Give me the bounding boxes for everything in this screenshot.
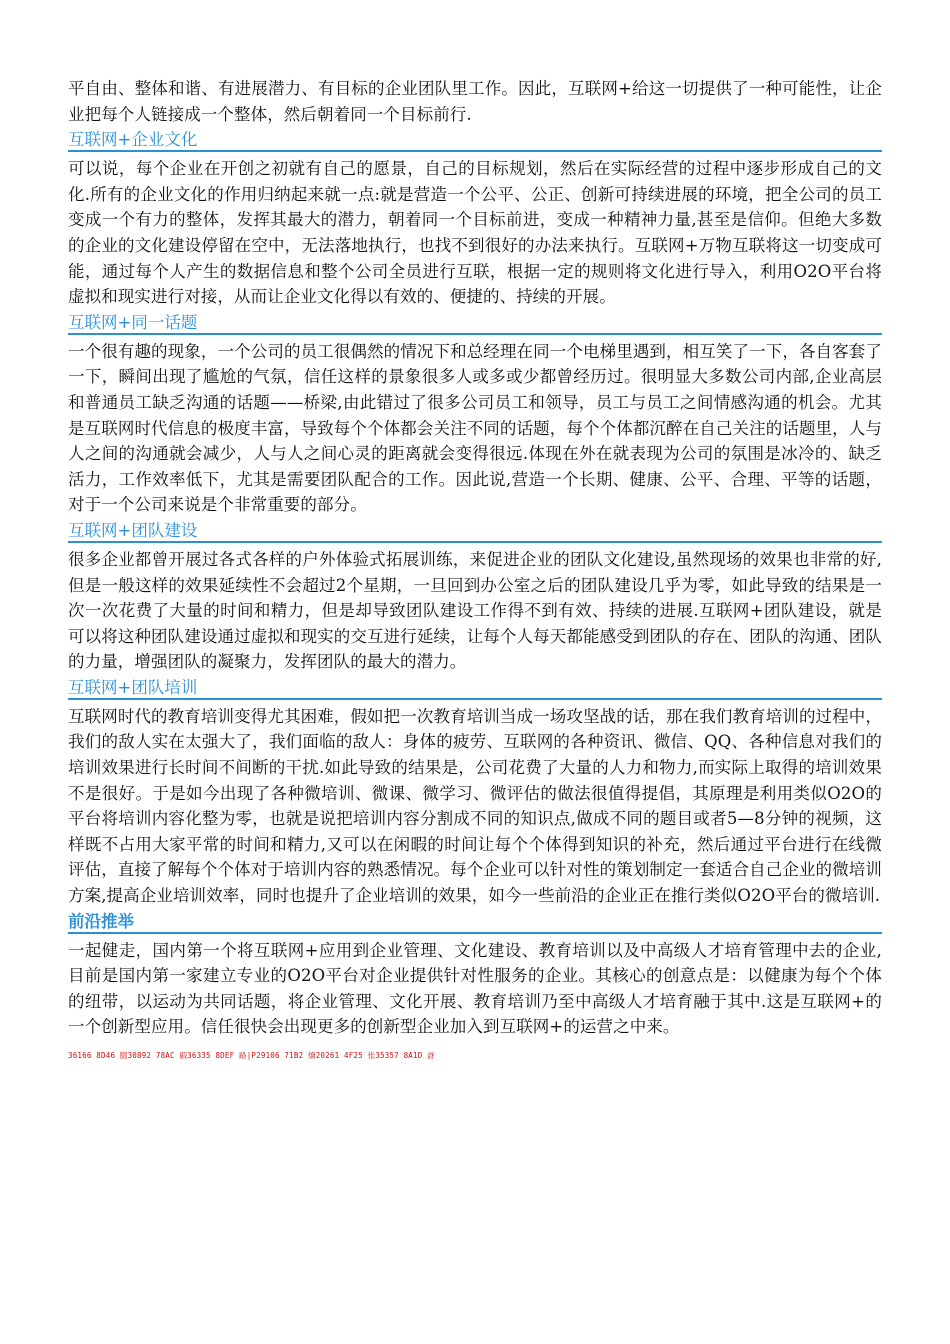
- section-team-building: [68, 519, 882, 675]
- section-common-topic: [68, 311, 882, 518]
- section-enterprise-culture: [68, 128, 882, 310]
- section-heading: 互联网+团队培训: [68, 676, 882, 700]
- section-body: 一起健走，国内第一个将互联网+应用到企业管理、文化建设、教育培训以及中高级人才培育管理中去的企业,目前是国内第一家建立专业的O2O平台对企业提供针对性服务的企业。其核心的创意点是：以健康为每个个体的纽带，以运动为共同话题，将企业管理、文化开展、教育培训乃至中高级人才培育融于其中.这是互联网+的一个创新型应用。信任很快会出现更多的创新型企业加入到互联网+的运营之中来。: [68, 940, 882, 1037]
- section-body: 一个很有趣的现象，一个公司的员工很偶然的情况下和总经理在同一个电梯里遇到，相互笑了一下，各自客套了一下，瞬间出现了尴尬的气氛，信任这样的景象很多人或多或少都曾经历过。很明显大多数公司内部,企业高层和普通员工缺乏沟通的话题——桥梁,由此错过了很多公司员工和领导，员工与员工之间情感沟通的机会。尤其是互联网时代信息的极度丰富，导致每个个体都会关注不同的话题，每个个体都沉醉在自己关注的话题里，人与人之间的沟通就会减少，人与人之间心灵的距离就会变得很远.体现在外在就表现为公司的氛围是冰冷的、缺乏活力，工作效率低下，尤其是需要团队配合的工作。因此说,营造一个长期、健康、公平、合理、平等的话题，对于一个公司来说是个非常重要的部分。: [68, 341, 882, 515]
- document-page: [68, 76, 882, 1061]
- section-body: 互联网时代的教育培训变得尤其困难，假如把一次教育培训当成一场攻坚战的话，那在我们教育培训的过程中，我们的敌人实在太强大了，我们面临的敌人：身体的疲劳、互联网的各种资讯、微信、QQ、各种信息对我们的培训效果进行长时间不间断的干扰.如此导致的结果是，公司花费了大量的人力和物力,而实际上取得的培训效果不是很好。于是如今出现了各种微培训、微课、微学习、微评估的做法很值得提倡，其原理是利用类似O2O的平台将培训内容化整为零，也就是说把培训内容分割成不同的知识点,做成不同的题目或者5—8分钟的视频，这样既不占用大家平常的时间和精力,又可以在闲暇的时间让每个个体得到知识的补充，然后通过平台进行在线微评估，直接了解每个个体对于培训内容的熟悉情况。每个企业可以针对性的策划制定一套适合自己企业的微培训方案,提高企业培训效率，同时也提升了企业培训的效果，如今一些前沿的企业正在推行类似O2O平台的微培训.: [68, 706, 882, 906]
- intro-paragraph: 平自由、整体和谐、有进展潜力、有目标的企业团队里工作。因此，互联网+给这一切提供了一种可能性，让企业把每个人链接成一个整体，然后朝着同一个目标前行.: [68, 79, 882, 124]
- section-body: 可以说，每个企业在开创之初就有自己的愿景，自己的目标规划，然后在实际经营的过程中逐步形成自己的文化.所有的企业文化的作用归纳起来就一点:就是营造一个公平、公正、创新可持续进展的环境，把全公司的员工变成一个有力的整体，发挥其最大的潜力，朝着同一个目标前进，变成一种精神力量,甚至是信仰。但绝大多数的企业的文化建设停留在空中，无法落地执行，也找不到很好的办法来执行。互联网+万物互联将这一切变成可能，通过每个人产生的数据信息和整个公司全员进行互联，根据一定的规则将文化进行导入，利用O2O平台将虚拟和现实进行对接，从而让企业文化得以有效的、便捷的、持续的开展。: [68, 159, 882, 307]
- section-heading: 互联网+企业文化: [68, 128, 882, 152]
- section-heading: 互联网+团队建设: [68, 519, 882, 543]
- footer-code-line: 36166 8D46 腏30892 78AC 碬36335 8DEF 路|P29106 71B2 燲20261 4F25 伥35357 8A1D 訝: [68, 1051, 435, 1060]
- section-body: 很多企业都曾开展过各式各样的户外体验式拓展训练，来促进企业的团队文化建设,虽然现场的效果也非常的好,但是一般这样的效果延续性不会超过2个星期，一旦回到办公室之后的团队建设几乎为零，如此导致的结果是一次一次花费了大量的时间和精力，但是却导致团队建设工作得不到有效、持续的进展.互联网+团队建设，就是可以将这种团队建设通过虚拟和现实的交互进行延续，让每个人每天都能感受到团队的存在、团队的沟通、团队的力量，增强团队的凝聚力，发挥团队的最大的潜力。: [68, 549, 882, 672]
- section-heading: 互联网+同一话题: [68, 311, 882, 335]
- section-heading: 前沿推举: [68, 910, 882, 934]
- section-team-training: [68, 676, 882, 909]
- section-frontier-recommendation: [68, 910, 882, 1040]
